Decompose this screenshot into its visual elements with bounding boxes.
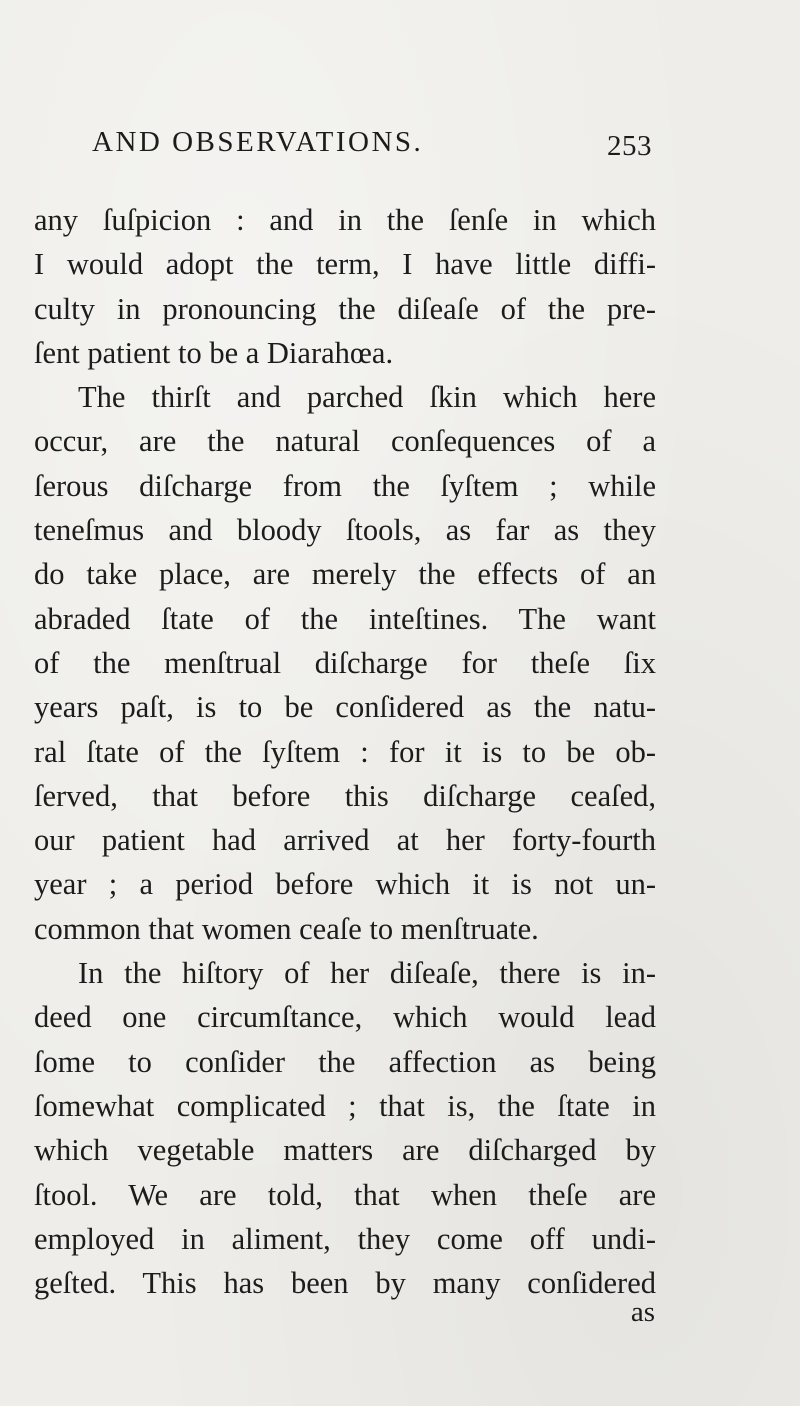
text-line: employed in aliment, they come off undi- — [34, 1221, 656, 1256]
text-line: occur, are the natural conſequences of a — [34, 424, 656, 459]
text-line: which vegetable matters are diſcharged by — [34, 1133, 656, 1168]
page-number: 253 — [607, 130, 652, 162]
text-line: ſomewhat complicated ; that is, the ſtate in — [34, 1088, 656, 1123]
paragraph-first-line: In the hiſtory of her diſeaſe, there is in- — [78, 956, 656, 991]
text-line: common that women ceaſe to menſtruate. — [34, 911, 539, 946]
text-line: year ; a period before which it is not un- — [34, 867, 656, 902]
text-line: abraded ſtate of the inteſtines. The want — [34, 601, 656, 636]
text-line: ral ſtate of the ſyſtem : for it is to be ob- — [34, 734, 656, 769]
running-head — [92, 126, 652, 170]
text-line: ſent patient to be a Diarahœa. — [34, 335, 394, 370]
catchword: as — [630, 1296, 655, 1328]
paragraph-first-line: The thirſt and parched ſkin which here — [78, 380, 656, 415]
text-line: teneſmus and bloody ſtools, as far as they — [34, 513, 656, 548]
text-line: our patient had arrived at her forty-fourth — [34, 823, 656, 858]
text-line: deed one circumſtance, which would lead — [34, 1000, 656, 1035]
text-line: ſerved, that before this diſcharge ceaſed, — [34, 778, 656, 813]
text-line: culty in pronouncing the diſeaſe of the pre- — [34, 291, 656, 326]
text-line: years paſt, is to be conſidered as the natu- — [34, 690, 656, 725]
body-text — [34, 198, 656, 1305]
text-line: ſerous diſcharge from the ſyſtem ; while — [34, 468, 656, 503]
text-line: of the menſtrual diſcharge for theſe ſix — [34, 645, 656, 680]
text-line: I would adopt the term, I have little diffi- — [34, 247, 656, 282]
text-line: ſtool. We are told, that when theſe are — [34, 1177, 656, 1212]
text-line: ſome to conſider the affection as being — [34, 1044, 656, 1079]
text-line: any ſuſpicion : and in the ſenſe in which — [34, 203, 656, 237]
text-line: do take place, are merely the effects of an — [34, 557, 656, 592]
running-head-title: AND OBSERVATIONS. — [92, 126, 424, 158]
text-line: geſted. This has been by many conſidered — [34, 1266, 656, 1301]
